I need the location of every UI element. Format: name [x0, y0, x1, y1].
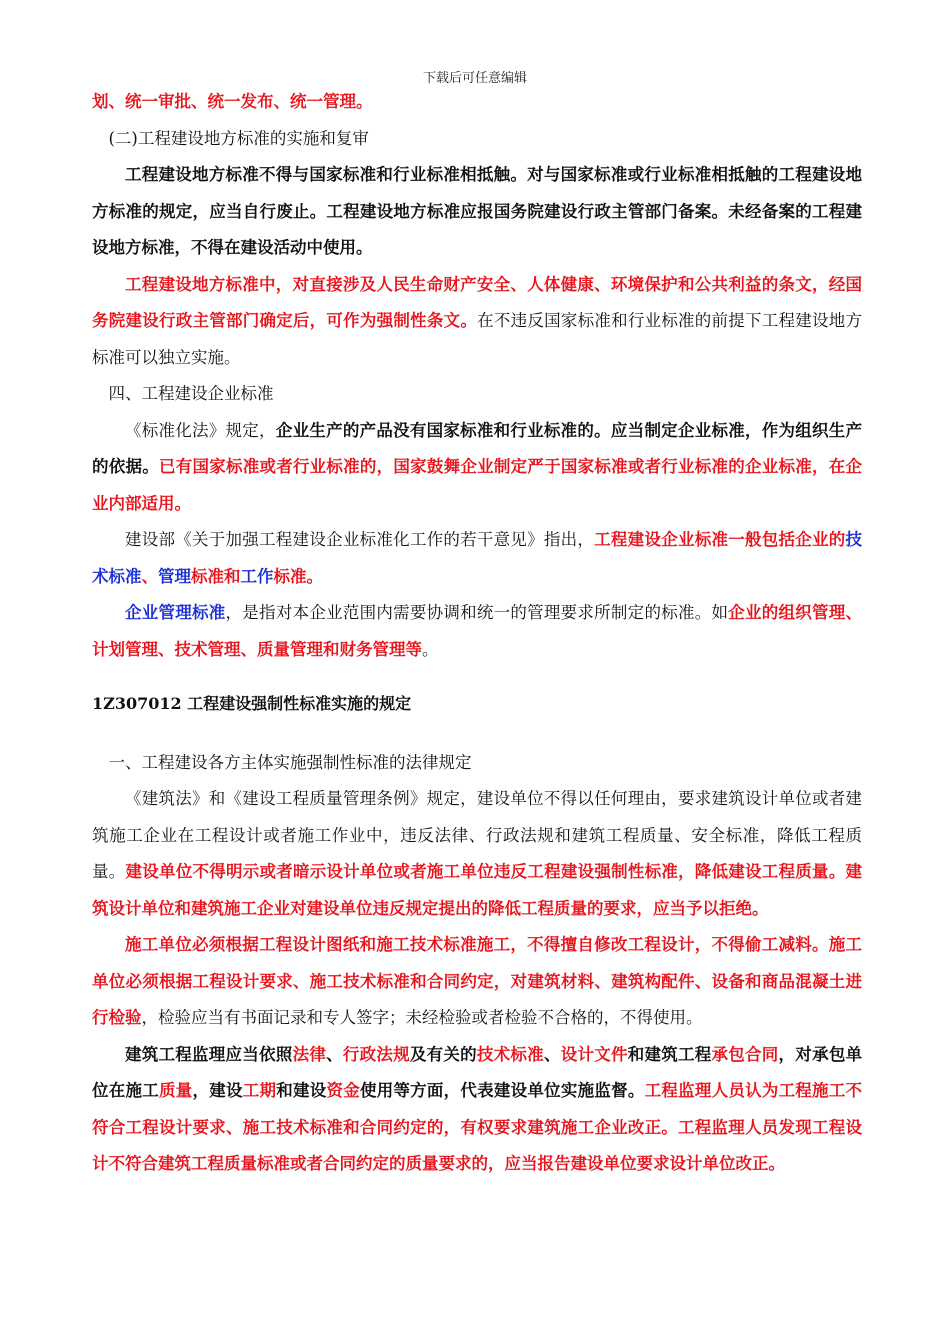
- paragraph: [92, 927, 862, 1037]
- plain-text: 建设部《关于加强工程建设企业标准化工作的若干意见》指出，: [125, 530, 595, 549]
- emphasis-bold: 和建筑工程: [627, 1044, 712, 1064]
- emphasis-red: 技术标准: [476, 1044, 544, 1064]
- emphasis-red: 划、统一审批、统一发布、统一管理。: [92, 92, 373, 111]
- emphasis-red: 、: [141, 566, 158, 586]
- emphasis-red: 企业的组织管理、计划管理、技术管理、质量管理和财务管理等: [92, 603, 863, 659]
- paragraph: [92, 522, 862, 595]
- emphasis-red: 设计文件: [560, 1044, 628, 1064]
- section-subheading: [92, 121, 862, 158]
- emphasis-red: 法律: [292, 1044, 327, 1064]
- emphasis-bold: 建筑工程监理应当依照: [125, 1044, 293, 1064]
- section-title: 1Z307012 工程建设强制性标准实施的规定: [92, 694, 412, 713]
- emphasis-red: 工期: [242, 1081, 277, 1100]
- plain-text: ，检验应当有书面记录和专人签字；未经检验或者检验不合格的，不得使用。: [141, 1008, 703, 1027]
- paragraph: [92, 157, 862, 267]
- heading-text: 一、工程建设各方主体实施强制性标准的法律规定: [108, 752, 472, 772]
- emphasis-bold: 、: [543, 1044, 561, 1064]
- spacer: [92, 723, 862, 745]
- emphasis-bold: 和建设: [276, 1081, 327, 1100]
- emphasis-bold: 工程建设地方标准不得与国家标准和行业标准相抵触。对与国家标准或行业标准相抵触的工程建设地方标准的规定，应当自行废止。工程建设地方标准应报国务院建设行政主管部门备案。未经备案的工程建设地方标准，不得在建设活动中使用。: [92, 165, 862, 257]
- emphasis-blue: 企业管理标准: [125, 603, 226, 622]
- document-body: [92, 84, 862, 1183]
- emphasis-red: 承包合同: [711, 1044, 779, 1064]
- paragraph: [92, 267, 862, 377]
- paragraph: [92, 595, 862, 668]
- emphasis-bold: 使用等方面，代表建设单位实施监督。: [359, 1081, 645, 1100]
- plain-text: 。: [422, 639, 439, 659]
- plain-text: ，是指对本企业范围内需要协调和统一的管理要求所制定的标准。如: [225, 603, 729, 622]
- paragraph: [92, 781, 862, 927]
- emphasis-red: 标准和: [191, 566, 241, 586]
- plain-text: 《建筑法》和《建设工程质量管理条例》规定，建设单位不得以任何理由，要求建筑设计单位或者建筑施工企业在工程设计或者施工作业中，违反法律、行政法规和建筑工程质量、安全标准，降低工程质量。: [92, 789, 862, 881]
- heading-text: 四、工程建设企业标准: [108, 384, 274, 403]
- emphasis-red: 施工单位必须根据工程设计图纸和施工技术标准施工，不得擅自修改工程设计，不得偷工减料。施工单位必须根据工程设计要求、施工技术标准和合同约定，对建筑材料、建筑构配件、设备和商品混凝土进行检验: [92, 935, 862, 1027]
- page-header: 下载后可任意编辑: [422, 71, 527, 86]
- spacer: [92, 668, 862, 686]
- emphasis-bold: 及有关的: [409, 1044, 477, 1064]
- emphasis-bold: 企业生产的产品没有国家标准和行业标准的。应当制定企业标准，作为组织生产的依据。: [92, 420, 863, 476]
- emphasis-red: 建设单位不得明示或者暗示设计单位或者施工单位违反工程建设强制性标准，降低建设工程质量。建筑设计单位和建筑施工企业对建设单位违反规定提出的降低工程质量的要求，应当予以拒绝。: [92, 862, 863, 918]
- subheading-text: (二)工程建设地方标准的实施和复审: [108, 128, 369, 148]
- emphasis-blue: 管理: [158, 566, 191, 586]
- emphasis-red: 已有国家标准或者行业标准的，国家鼓舞企业制定严于国家标准或者行业标准的企业标准，在企业内部适用。: [92, 457, 863, 513]
- emphasis-red: 质量: [158, 1081, 193, 1100]
- emphasis-red: 行政法规: [342, 1044, 410, 1064]
- section-heading: [92, 376, 862, 413]
- emphasis-red: 标准。: [273, 566, 323, 586]
- plain-text: 《标准化法》规定，: [125, 420, 276, 440]
- emphasis-bold: ，对承包单位在施工: [92, 1044, 863, 1100]
- paragraph: [92, 413, 862, 523]
- emphasis-red: 工程建设地方标准中，对直接涉及人民生命财产安全、人体健康、环境保护和公共利益的条文，经国务院建设行政主管部门确定后，可作为强制性条文。: [92, 274, 862, 330]
- emphasis-red: 工程建设企业标准一般包括企业的: [594, 530, 846, 549]
- paragraph: [92, 84, 862, 121]
- emphasis-red: 资金: [326, 1081, 360, 1100]
- emphasis-blue: 技术标准: [92, 530, 863, 586]
- emphasis-bold: 、: [326, 1044, 343, 1064]
- paragraph: [92, 1037, 862, 1183]
- emphasis-blue: 工作: [240, 566, 274, 586]
- plain-text: 在不违反国家标准和行业标准的前提下工程建设地方标准可以独立实施。: [92, 311, 863, 367]
- emphasis-red: 工程监理人员认为工程施工不符合工程设计要求、施工技术标准和合同约定的，有权要求建筑施工企业改正。工程监理人员发现工程设计不符合建筑工程质量标准或者合同约定的质量要求的，应当报告建设单位要求设计单位改正。: [92, 1081, 863, 1173]
- section-heading: [92, 745, 862, 782]
- emphasis-bold: ，建设: [192, 1081, 243, 1100]
